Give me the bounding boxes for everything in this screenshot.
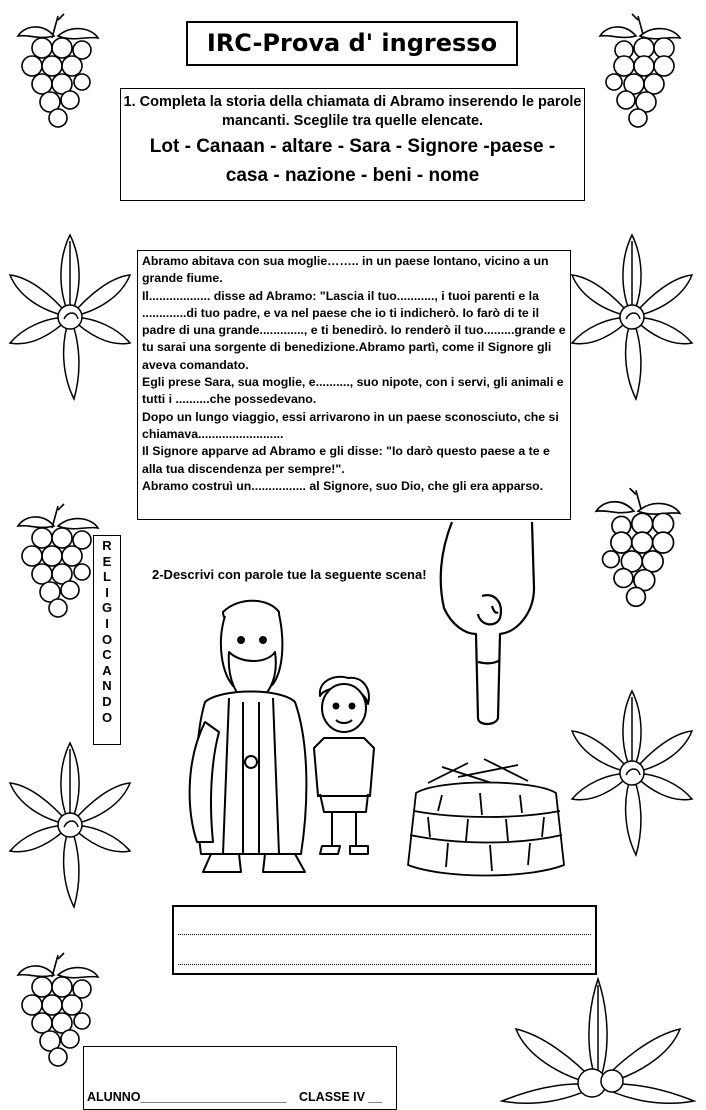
exercise-1-instruction: 1. Completa la storia della chiamata di Abramo inserendo le parole mancanti. Sceglile tra quelle elencate.	[123, 94, 582, 129]
letter: O	[101, 631, 113, 647]
chestnut-leaves-icon	[8, 740, 132, 910]
grapes-icon	[594, 12, 684, 140]
exercise-1-box	[120, 88, 585, 201]
letter: L	[103, 569, 111, 585]
grapes-icon	[12, 12, 102, 140]
pointing-hand-icon	[438, 522, 538, 727]
story-line: Egli prese Sara, sua moglie, e.........., suo nipote, con i servi, gli animali e tutti i ..........che possedevano.	[142, 375, 564, 407]
word-bank-line-1: Lot - Canaan - altare - Sara - Signore -paese -	[149, 136, 556, 157]
letter: C	[102, 647, 112, 663]
letter: E	[102, 553, 112, 569]
chestnut-leaves-icon	[570, 232, 694, 402]
story-line: Abramo abitava con sua moglie…….. in un paese lontano, vicino a un grande fiume.	[142, 254, 549, 286]
abraham-figure	[183, 592, 319, 877]
chestnut-leaves-icon	[570, 688, 694, 858]
story-line: Dopo un lungo viaggio, essi arrivarono in un paese sconosciuto, che si chiamava.........................	[142, 409, 559, 441]
letter: N	[102, 678, 112, 694]
story-line: Il.................. disse ad Abramo: "Lascia il tuo..........., i tuoi parenti e la .............di tuo padre, e va nel paese che io ti indicherò. Io farò di te il padre di una grande............., e ti benedirò. Io renderò il tuo.........grande e tu sarai una sorgente di benedizione.Abramo partì, come il Signore gli aveva comandato.	[142, 288, 566, 372]
letter: G	[101, 600, 113, 616]
chestnut-leaves-icon	[8, 232, 132, 402]
grapes-icon	[12, 496, 102, 636]
page-title: IRC-Prova d' ingresso	[186, 21, 518, 66]
chestnut-leaves-icon	[500, 975, 696, 1105]
word-bank-line-2: casa - nazione - beni - nome	[225, 165, 480, 186]
exercise-2-instruction: 2-Descrivi con parole tue la seguente scena!	[152, 567, 427, 582]
letter: D	[102, 693, 112, 709]
story-line: Abramo costruì un................ al Signore, suo Dio, che gli era apparso.	[142, 478, 544, 493]
letter: R	[102, 538, 112, 553]
stone-altar-icon	[398, 755, 574, 880]
answer-line[interactable]	[178, 934, 591, 935]
letter: A	[102, 662, 112, 678]
letter: O	[101, 709, 113, 725]
letter: I	[105, 584, 109, 600]
student-name-label: ALUNNO_____________________	[87, 1090, 287, 1104]
story-box	[137, 250, 571, 520]
class-label: CLASSE IV __	[299, 1090, 383, 1104]
answer-line[interactable]	[178, 964, 591, 965]
answer-box[interactable]	[172, 905, 597, 975]
grapes-icon	[590, 478, 684, 628]
student-info-box	[83, 1046, 397, 1110]
isaac-figure	[306, 676, 382, 858]
letter: I	[105, 615, 109, 631]
story-line: Il Signore apparve ad Abramo e gli disse: "Io darò questo paese a te e alla tua discendenza per sempre!".	[142, 444, 550, 476]
